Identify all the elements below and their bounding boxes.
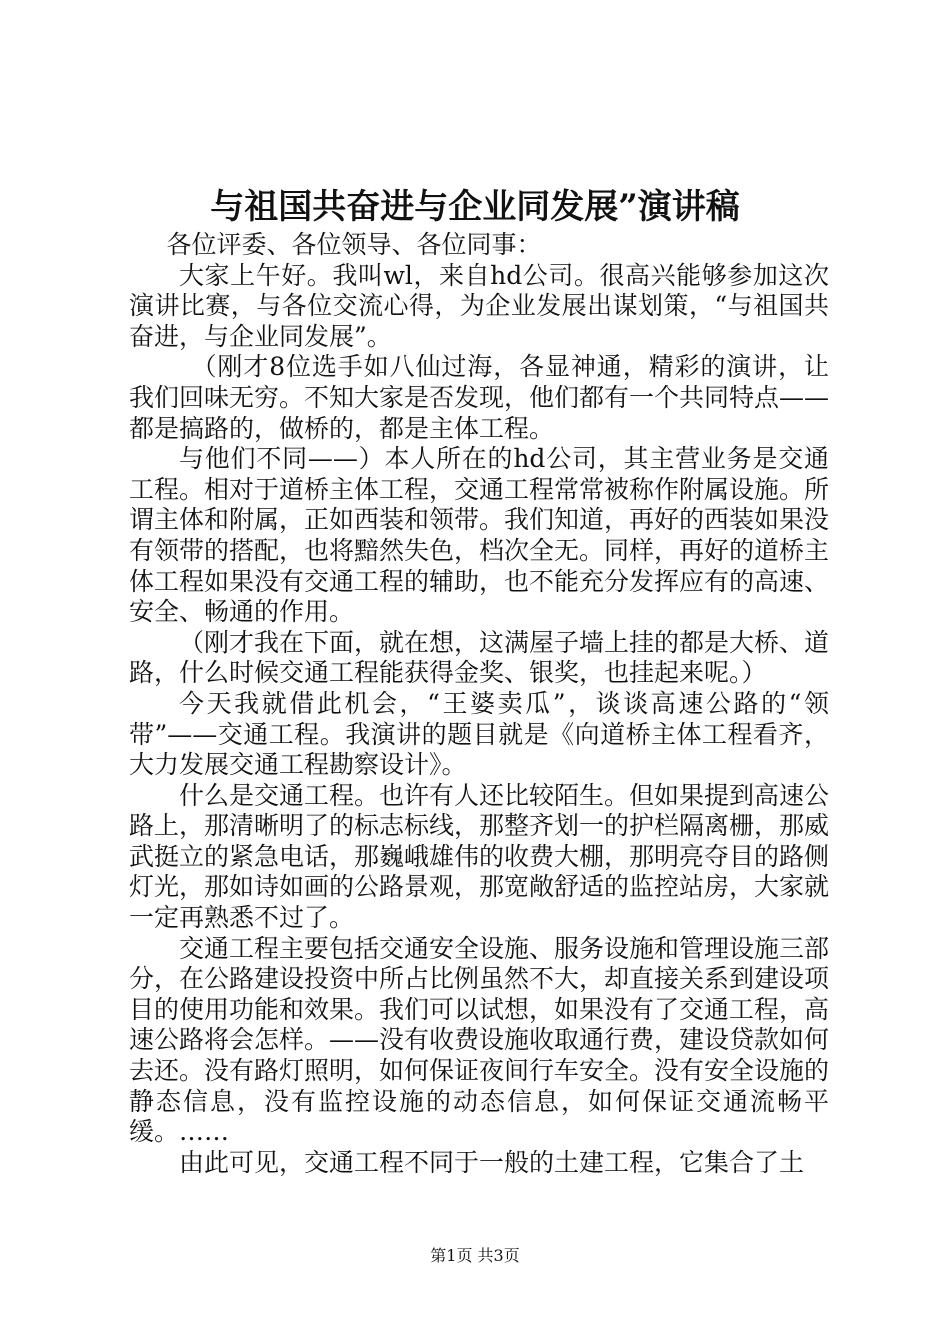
page-number-footer: 第1页 共3页	[430, 1246, 520, 1265]
paragraph-what-is-traffic-engineering: 什么是交通工程。也许有人还比较陌生。但如果提到高速公路上，那清晰明了的标志标线，那整齐划一的护栏隔离栅，那威武挺立的紧急电话，那巍峨雄伟的收费大棚，那明亮夺目的路侧灯光，那如诗如画的公路景观，那宽敞舒适的监控站房，大家就一定再熟悉不过了。	[129, 780, 830, 933]
document-body	[129, 230, 829, 1178]
paragraph-intro: 大家上午好。我叫wl，来自hd公司。很高兴能够参加这次演讲比赛，与各位交流心得，为企业发展出谋划策，“与祖国共奋进，与企业同发展”。	[129, 260, 829, 351]
document-title: 与祖国共奋进与企业同发展”演讲稿	[210, 187, 740, 227]
paragraph-awards-remark: （刚才我在下面，就在想，这满屋子墙上挂的都是大桥、道路，什么时候交通工程能获得金奖、银奖，也挂起来呢。）	[129, 627, 830, 688]
paragraph-conclusion-start: 由此可见，交通工程不同于一般的土建工程，它集合了土	[179, 1147, 805, 1177]
paragraph-previous-speakers: （刚才8位选手如八仙过海，各显神通，精彩的演讲，让我们回味无穷。不知大家是否发现，他们都有一个共同特点——都是搞路的，做桥的，都是主体工程。	[129, 352, 830, 443]
paragraph-greeting: 各位评委、各位领导、各位同事：	[166, 230, 542, 259]
paragraph-speech-topic: 今天我就借此机会，“王婆卖瓜”，谈谈高速公路的“领带”——交通工程。我演讲的题目就是《向道桥主体工程看齐，大力发展交通工程勘察设计》。	[129, 688, 829, 780]
paragraph-traffic-engineering-scope: 交通工程主要包括交通安全设施、服务设施和管理设施三部分，在公路建设投资中所占比例虽然不大，却直接关系到建设项目的使用功能和效果。我们可以试想，如果没有了交通工程，高速公路将会怎样。——没有收费设施收取通行费，建设贷款如何去还。没有路灯照明，如何保证夜间行车安全。没有安全设施的静态信息，没有监控设施的动态信息，如何保证交通流畅平缓。……	[129, 933, 830, 1147]
paragraph-company-business: 与他们不同——）本人所在的hd公司，其主营业务是交通工程。相对于道桥主体工程，交通工程常常被称作附属设施。所谓主体和附属，正如西装和领带。我们知道，再好的西装如果没有领带的搭配，也将黯然失色，档次全无。同样，再好的道桥主体工程如果没有交通工程的辅助，也不能充分发挥应有的高速、安全、畅通的作用。	[129, 444, 830, 627]
